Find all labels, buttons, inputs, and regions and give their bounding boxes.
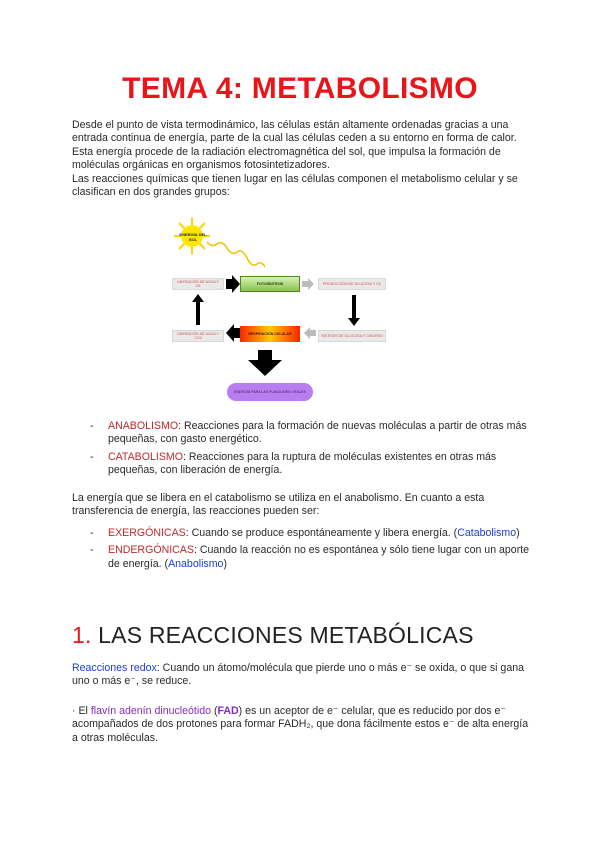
exergonic-term: EXERGÓNICAS [108,527,186,539]
arrow-right-icon [302,278,314,290]
list-item: - CATABOLISMO: Reacciones para la ruptura de moléculas existentes en otras más pequeñas, con liberación de energía. [90,450,497,477]
arrow-right-icon [226,275,240,293]
arrow-up-icon [192,294,204,325]
arrow-down-icon [348,295,360,326]
catabolism-link[interactable]: Catabolismo [457,527,517,539]
endergonic-term: ENDERGÓNICAS [108,544,194,557]
arrow-left-icon [304,327,316,339]
list-item: - ENDERGÓNICAS: Cuando la reacción no es espontánea y sólo tiene lugar con un aporte de energía. (Anabolismo) [90,544,530,570]
section-heading: 1. LAS REACCIONES METABÓLICAS [72,622,474,648]
transfer-paragraph: La energía que se libera en el catabolismo se utiliza en el anabolismo. En cuanto a esta transferencia de energía, las reacciones pueden ser: [72,492,485,518]
energy-types [90,527,530,575]
fad-paragraph: · El flavín adenín dinucleótido (FAD) es un aceptor de e⁻ celular, que es reducido por dos e⁻ acompañados de dos protones para formar FADH₂, que dona fácilmente estos e⁻ de alta energía a otras moléculas. [72,705,529,744]
diagram-box-top-right: PRODUCCIÓN DE GLUCOSA Y O2 [318,278,386,290]
sun-label: ENERGÍA DEL SOL [179,232,207,242]
list-item: - EXERGÓNICAS: Cuando se produce espontáneamente y libera energía. (Catabolismo) [90,527,520,539]
intro-p2: Las reacciones químicas que tienen lugar en las células componen el metabolismo celular y se clasifican en dos grandes grupos: [72,172,518,199]
redox-paragraph: Reacciones redox: Cuando un átomo/molécula que pierde uno o más e⁻ se oxida, o que si gana uno o más e⁻, se reduce. [72,662,524,688]
catabolism-term: CATABOLISMO [108,450,183,463]
anabolism-term: ANABOLISMO [108,420,179,432]
metabolism-groups [90,420,530,482]
list-item: - ANABOLISMO: Reacciones para la formación de nuevas moléculas a partir de otras más pequeñas, con gasto energético. [90,420,527,446]
anabolism-link[interactable]: Anabolismo [168,557,224,570]
respiration-box: RESPIRACIÓN CELULAR [240,326,300,342]
diagram-box-top-left: LIBERACIÓN DE AGUA Y O2 [172,278,224,290]
diagram-box-bottom-left: LIBERACIÓN DE AGUA Y CO2 [172,330,224,342]
diagram-arrows [160,270,400,410]
fad-term: flavín adenín dinucleótido [90,705,211,717]
energy-out-box: ENERGÍA PARA LAS FUNCIONES VITALES [227,383,313,401]
diagram-box-bottom-right: SÍNTESIS DE GLUCOSA Y OXÍGENO [318,330,386,342]
fad-abbr: FAD [217,705,239,717]
photosynthesis-box: FOTOSÍNTESIS [240,276,300,292]
intro-p1: Desde el punto de vista termodinámico, las células están altamente ordenadas gracias a una entrada continua de energía, parte de la cual las células ceden a su entorno en forma de calor. Esta energía procede de la radiación electromagnética del sol, que impulsa la formación de moléculas orgánicas en organismos fotosintetizadores. [72,119,517,172]
redox-term: Reacciones redox [72,662,157,674]
arrow-down-icon [248,350,282,376]
arrow-left-icon [226,324,240,342]
page-title: TEMA 4: METABOLISMO [122,72,478,105]
intro-paragraph [72,119,532,199]
